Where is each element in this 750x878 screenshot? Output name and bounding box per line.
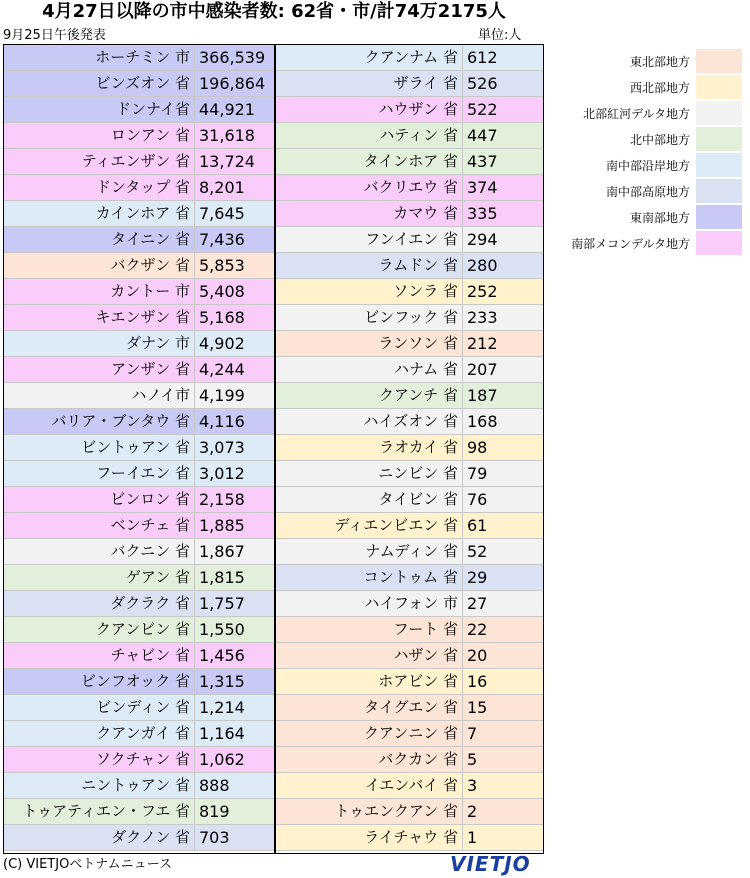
region-legend: [548, 48, 748, 256]
province-name: キエンザン 省: [95, 308, 190, 326]
table-row: [276, 799, 543, 825]
case-count: 335: [462, 201, 543, 226]
legend-item: [548, 100, 748, 126]
case-count: 13,724: [194, 149, 274, 174]
case-count: 4,902: [194, 331, 274, 356]
case-count: 252: [462, 279, 543, 304]
case-count: 1,315: [194, 669, 274, 694]
table-row: [276, 71, 543, 97]
legend-label: 北中部地方: [629, 132, 690, 147]
table-row: [276, 695, 543, 721]
table-row: [276, 201, 543, 227]
table-row: [276, 175, 543, 201]
table-row: [276, 825, 543, 851]
province-name: カインホア 省: [95, 204, 190, 222]
case-count: 2: [462, 799, 543, 824]
page-title: 4月27日以降の市中感染者数: 62省・市/計74万2175人: [42, 1, 506, 22]
case-count: 7,645: [194, 201, 274, 226]
case-count: 207: [462, 357, 543, 382]
table-row: [276, 149, 543, 175]
province-name: バリア・ブンタウ 省: [51, 412, 190, 430]
table-row: [276, 123, 543, 149]
case-count: 1,867: [194, 539, 274, 564]
table-row: [276, 773, 543, 799]
province-name: ハイフォン 市: [364, 594, 458, 612]
announcement-date: 9月25日午後発表: [3, 28, 106, 43]
province-name: バクリエウ 省: [363, 178, 458, 196]
case-count: 366,539: [194, 45, 274, 70]
legend-item: [548, 230, 748, 256]
table-row: [276, 409, 543, 435]
case-count: 3: [462, 773, 543, 798]
case-count: 15: [462, 695, 543, 720]
case-count: 5,853: [194, 253, 274, 278]
table-row: [276, 591, 543, 617]
legend-swatch: [696, 127, 742, 151]
province-name: ビンズオン 省: [95, 74, 190, 92]
province-name: タインホア 省: [363, 152, 458, 170]
case-count: 612: [462, 45, 543, 70]
province-name: バクザン 省: [110, 256, 190, 274]
case-count: 20: [462, 643, 543, 668]
province-name: トゥアティエン・フエ 省: [22, 802, 190, 820]
province-name: カントー 市: [110, 282, 190, 300]
table-row: [276, 643, 543, 669]
province-name: クアンニン 省: [363, 724, 458, 742]
case-count: 280: [462, 253, 543, 278]
table-row: [276, 97, 543, 123]
province-name: ナムディン 省: [365, 542, 458, 560]
table-row: [4, 591, 274, 617]
case-count: 8,201: [194, 175, 274, 200]
table-row: [4, 539, 274, 565]
case-count: 233: [462, 305, 543, 330]
table-row: [4, 383, 274, 409]
table-row: [276, 461, 543, 487]
table-left-column: [4, 45, 274, 851]
case-count: 29: [462, 565, 543, 590]
province-name: トゥエンクアン 省: [334, 802, 458, 820]
legend-label: 南中部沿岸地方: [605, 158, 690, 173]
table-row: [4, 513, 274, 539]
table-row: [276, 617, 543, 643]
case-count: 98: [462, 435, 543, 460]
province-name: カマウ 省: [393, 204, 458, 222]
province-name: ビンフック 省: [364, 308, 458, 326]
case-count: 1,456: [194, 643, 274, 668]
province-name: ライチャウ 省: [364, 828, 458, 846]
province-name: ハティン 省: [379, 126, 458, 144]
province-name: ベンチェ 省: [110, 516, 190, 534]
province-name: ニントゥアン 省: [81, 776, 190, 794]
case-count: 526: [462, 71, 543, 96]
province-name: ビンロン 省: [110, 490, 190, 508]
table-row: [4, 279, 274, 305]
table-row: [4, 695, 274, 721]
table-row: [4, 669, 274, 695]
table-row: [4, 331, 274, 357]
province-name: ティエンザン 省: [81, 152, 190, 170]
table-row: [4, 461, 274, 487]
province-name: タイニン 省: [111, 230, 190, 248]
legend-swatch: [696, 75, 742, 99]
province-name: ハザン 省: [393, 646, 458, 664]
province-name: ラムドン 省: [378, 256, 458, 274]
table-row: [4, 825, 274, 851]
case-count: 1: [462, 825, 543, 850]
province-name: タイビン 省: [378, 490, 458, 508]
legend-item: [548, 74, 748, 100]
province-name: ビンフオック 省: [80, 672, 190, 690]
province-name: ランソン 省: [378, 334, 458, 352]
table-row: [4, 305, 274, 331]
province-name: ダクラク 省: [110, 594, 190, 612]
case-count: 1,815: [194, 565, 274, 590]
table-row: [4, 45, 274, 71]
table-row: [4, 71, 274, 97]
province-name: バクニン 省: [110, 542, 190, 560]
table-row: [276, 747, 543, 773]
table-row: [4, 123, 274, 149]
table-row: [4, 487, 274, 513]
case-count: 437: [462, 149, 543, 174]
table-row: [4, 175, 274, 201]
table-row: [276, 253, 543, 279]
vietjo-logo: VIETJO: [450, 852, 531, 876]
province-name: ダナン 市: [125, 334, 190, 352]
province-name: アンザン 省: [111, 360, 190, 378]
table-row: [4, 201, 274, 227]
case-count: 1,214: [194, 695, 274, 720]
case-count: 4,244: [194, 357, 274, 382]
province-name: ダクノン 省: [111, 828, 190, 846]
case-count: 5: [462, 747, 543, 772]
legend-swatch: [696, 101, 742, 125]
case-count: 5,168: [194, 305, 274, 330]
province-name: クアンチ 省: [378, 386, 458, 404]
province-name: バクカン 省: [378, 750, 458, 768]
province-name: チャビン 省: [110, 646, 190, 664]
province-name: ハノイ市: [131, 386, 190, 404]
case-count: 888: [194, 773, 274, 798]
unit-note: 単位:人: [478, 28, 522, 43]
table-row: [276, 305, 543, 331]
case-count: 52: [462, 539, 543, 564]
province-name: クアンナム 省: [364, 48, 458, 66]
table-row: [4, 149, 274, 175]
case-count: 212: [462, 331, 543, 356]
table-row: [4, 227, 274, 253]
legend-item: [548, 178, 748, 204]
case-count: 44,921: [194, 97, 274, 122]
table-row: [4, 747, 274, 773]
case-count: 3,073: [194, 435, 274, 460]
case-count: 7,436: [194, 227, 274, 252]
table-row: [4, 357, 274, 383]
case-count: 703: [194, 825, 274, 850]
table-row: [276, 279, 543, 305]
province-name: ロンアン 省: [110, 126, 190, 144]
province-name: ディエンビエン 省: [334, 516, 458, 534]
province-name: フーイエン 省: [96, 464, 190, 482]
cases-table: [3, 44, 544, 854]
legend-swatch: [696, 231, 742, 255]
table-row: [4, 253, 274, 279]
province-name: ホアビン 省: [378, 672, 458, 690]
legend-label: 西北部地方: [629, 80, 690, 95]
table-row: [276, 721, 543, 747]
table-row: [276, 539, 543, 565]
legend-swatch: [696, 179, 742, 203]
case-count: 31,618: [194, 123, 274, 148]
table-row: [276, 669, 543, 695]
case-count: 1,062: [194, 747, 274, 772]
table-row: [4, 617, 274, 643]
table-row: [4, 799, 274, 825]
case-count: 168: [462, 409, 543, 434]
legend-item: [548, 126, 748, 152]
table-row: [276, 227, 543, 253]
province-name: ドンナイ省: [116, 100, 190, 118]
case-count: 61: [462, 513, 543, 538]
case-count: 196,864: [194, 71, 274, 96]
case-count: 16: [462, 669, 543, 694]
province-name: タイグエン 省: [364, 698, 458, 716]
table-row: [4, 643, 274, 669]
province-name: ハナム 省: [393, 360, 458, 378]
table-row: [276, 435, 543, 461]
case-count: 447: [462, 123, 543, 148]
legend-label: 南部メコンデルタ地方: [571, 236, 690, 251]
table-row: [4, 97, 274, 123]
table-row: [4, 409, 274, 435]
case-count: 5,408: [194, 279, 274, 304]
legend-label: 北部紅河デルタ地方: [583, 106, 690, 121]
province-name: フート 省: [393, 620, 458, 638]
case-count: 374: [462, 175, 543, 200]
case-count: 7: [462, 721, 543, 746]
province-name: ドンタップ 省: [95, 178, 190, 196]
legend-label: 南中部高原地方: [605, 184, 690, 199]
legend-item: [548, 152, 748, 178]
province-name: クアンビン 省: [95, 620, 190, 638]
table-row: [276, 565, 543, 591]
province-name: ラオカイ 省: [379, 438, 458, 456]
case-count: 76: [462, 487, 543, 512]
copyright-footer: (C) VIETJOベトナムニュース: [3, 857, 173, 872]
case-count: 3,012: [194, 461, 274, 486]
table-row: [276, 331, 543, 357]
case-count: 1,757: [194, 591, 274, 616]
table-row: [276, 487, 543, 513]
legend-label: 東北部地方: [629, 54, 690, 69]
province-name: ビンディン 省: [96, 698, 190, 716]
legend-swatch: [696, 153, 742, 177]
case-count: 1,164: [194, 721, 274, 746]
table-row: [4, 435, 274, 461]
case-count: 22: [462, 617, 543, 642]
legend-item: [548, 48, 748, 74]
case-count: 522: [462, 97, 543, 122]
province-name: ソクチャン 省: [95, 750, 190, 768]
legend-label: 東南部地方: [629, 210, 690, 225]
case-count: 1,885: [194, 513, 274, 538]
case-count: 294: [462, 227, 543, 252]
province-name: ハウザン 省: [378, 100, 458, 118]
case-count: 819: [194, 799, 274, 824]
province-name: クアンガイ 省: [96, 724, 190, 742]
province-name: イエンバイ 省: [364, 776, 458, 794]
legend-item: [548, 204, 748, 230]
province-name: コントゥム 省: [363, 568, 458, 586]
province-name: フンイエン 省: [365, 230, 458, 248]
case-count: 4,116: [194, 409, 274, 434]
province-name: ソンラ 省: [393, 282, 458, 300]
case-count: 4,199: [194, 383, 274, 408]
province-name: ザライ 省: [393, 74, 458, 92]
case-count: 27: [462, 591, 543, 616]
table-row: [276, 383, 543, 409]
table-right-column: [276, 45, 543, 851]
legend-swatch: [696, 49, 742, 73]
table-row: [276, 357, 543, 383]
case-count: 1,550: [194, 617, 274, 642]
case-count: 187: [462, 383, 543, 408]
table-row: [4, 773, 274, 799]
table-row: [4, 721, 274, 747]
table-row: [276, 513, 543, 539]
case-count: 2,158: [194, 487, 274, 512]
province-name: ニンビン 省: [378, 464, 458, 482]
province-name: ゲアン 省: [125, 568, 190, 586]
case-count: 79: [462, 461, 543, 486]
table-row: [4, 565, 274, 591]
legend-swatch: [696, 205, 742, 229]
province-name: ホーチミン 市: [95, 48, 190, 66]
province-name: ハイズオン 省: [363, 412, 458, 430]
table-row: [276, 45, 543, 71]
province-name: ビントゥアン 省: [81, 438, 190, 456]
